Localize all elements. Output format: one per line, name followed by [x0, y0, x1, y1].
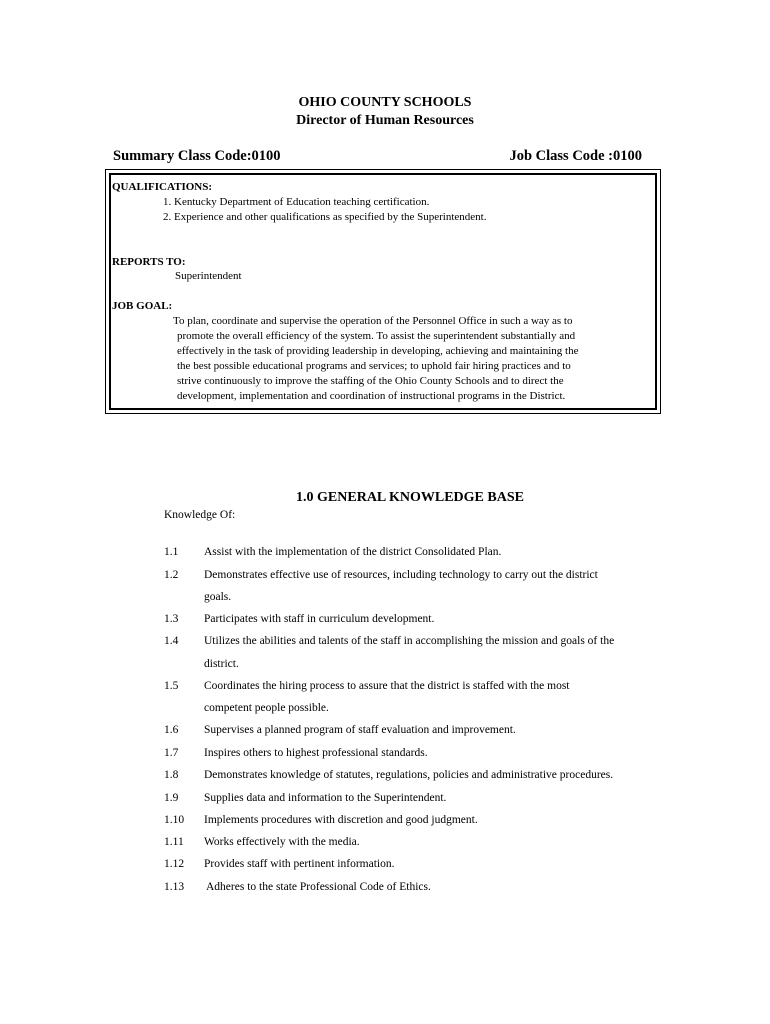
job-goal-line: To plan, coordinate and supervise the operation of the Personnel Office in such a way as to: [173, 315, 573, 327]
item-text: Assist with the implementation of the district Consolidated Plan.: [204, 546, 502, 558]
section-title: 1.0 GENERAL KNOWLEDGE BASE: [296, 490, 524, 505]
item-number: 1.10: [164, 814, 185, 826]
item-text: Utilizes the abilities and talents of the staff in accomplishing the mission and goals of the: [204, 635, 615, 647]
job-goal-line: promote the overall efficiency of the system. To assist the superintendent substantially and: [177, 330, 576, 342]
item-number: 1.4: [164, 635, 179, 647]
item-text: Coordinates the hiring process to assure that the district is staffed with the most: [204, 680, 570, 692]
item-text: Demonstrates knowledge of statutes, regulations, policies and administrative procedures.: [204, 769, 614, 781]
reports-to-heading: REPORTS TO:: [112, 256, 186, 268]
job-class-code: Job Class Code :0100: [509, 148, 642, 164]
item-number: 1.1: [164, 546, 179, 558]
item-number: 1.8: [164, 769, 179, 781]
item-text-continuation: competent people possible.: [204, 702, 329, 714]
qualification-item: 1. Kentucky Department of Education teaching certification.: [163, 196, 430, 208]
job-title: Director of Human Resources: [296, 113, 474, 128]
item-text: Implements procedures with discretion and good judgment.: [204, 814, 478, 826]
item-number: 1.5: [164, 680, 179, 692]
item-text-continuation: goals.: [204, 591, 232, 603]
summary-class-code: Summary Class Code:0100: [113, 148, 281, 164]
item-text: Adheres to the state Professional Code of Ethics.: [206, 881, 431, 893]
item-number: 1.11: [164, 836, 184, 848]
item-text: Supervises a planned program of staff evaluation and improvement.: [204, 724, 516, 736]
item-number: 1.13: [164, 881, 185, 893]
item-text-continuation: district.: [204, 658, 239, 670]
item-text: Inspires others to highest professional standards.: [204, 747, 428, 759]
item-number: 1.3: [164, 613, 179, 625]
knowledge-of-label: Knowledge Of:: [164, 509, 236, 521]
organization-name: OHIO COUNTY SCHOOLS: [298, 95, 472, 110]
job-goal-line: effectively in the task of providing leadership in developing, achieving and maintaining the: [177, 345, 579, 357]
job-goal-line: the best possible educational programs and services; to uphold fair hiring practices and to: [177, 360, 571, 372]
item-number: 1.7: [164, 747, 179, 759]
item-text: Works effectively with the media.: [204, 836, 360, 848]
item-number: 1.6: [164, 724, 179, 736]
job-goal-line: development, implementation and coordination of instructional programs in the District.: [177, 390, 566, 402]
qualification-item: 2. Experience and other qualifications as specified by the Superintendent.: [163, 211, 487, 223]
item-number: 1.9: [164, 792, 179, 804]
reports-to-value: Superintendent: [175, 270, 242, 282]
item-text: Supplies data and information to the Superintendent.: [204, 792, 447, 804]
item-number: 1.12: [164, 858, 185, 870]
qualifications-heading: QUALIFICATIONS:: [112, 181, 213, 193]
item-text: Demonstrates effective use of resources, including technology to carry out the district: [204, 569, 598, 581]
job-goal-heading: JOB GOAL:: [112, 300, 173, 312]
item-text: Provides staff with pertinent information.: [204, 858, 395, 870]
job-goal-line: strive continuously to improve the staffing of the Ohio County Schools and to direct the: [177, 375, 564, 387]
item-text: Participates with staff in curriculum development.: [204, 613, 435, 625]
item-number: 1.2: [164, 569, 179, 581]
